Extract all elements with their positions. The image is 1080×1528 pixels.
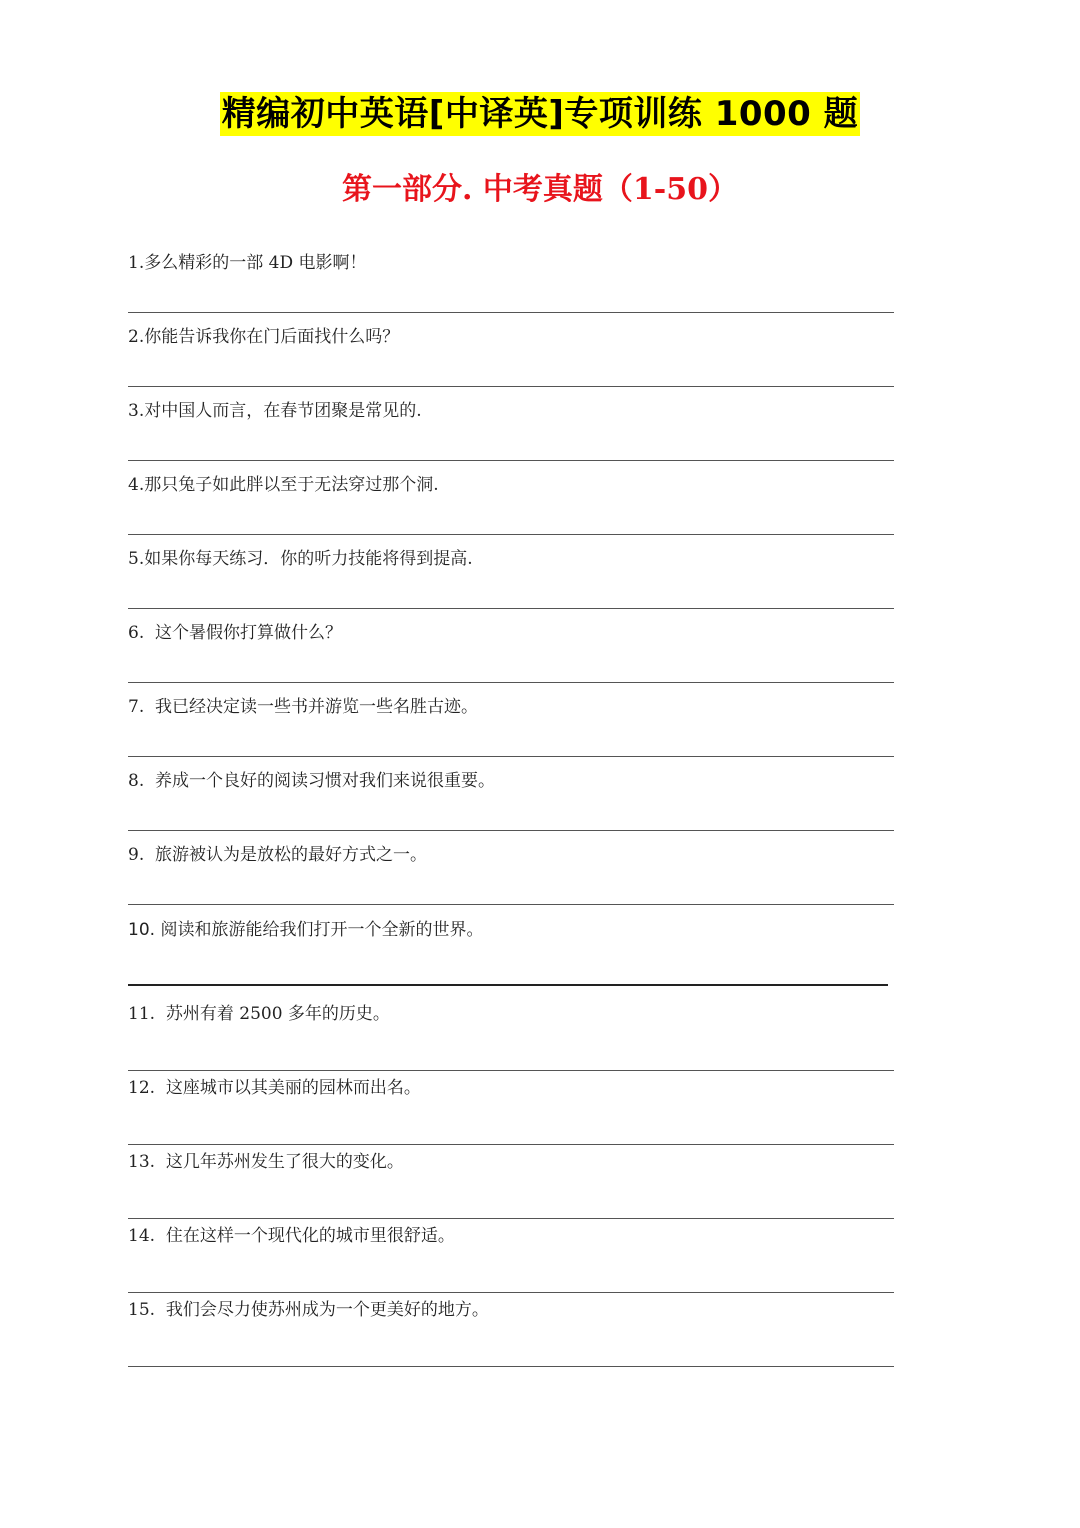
question-text bbox=[128, 843, 427, 867]
question-number: 15. bbox=[128, 1300, 156, 1320]
question-content: 这几年苏州发生了很大的变化。 bbox=[165, 1152, 404, 1172]
question-text bbox=[128, 325, 399, 349]
answer-line[interactable] bbox=[128, 1366, 894, 1367]
question-text bbox=[128, 621, 342, 645]
page-title-highlight: 精编初中英语[中译英]专项训练 1000 题 bbox=[221, 94, 859, 134]
question-number: 3. bbox=[128, 401, 145, 421]
question-text bbox=[128, 547, 473, 571]
question-text bbox=[128, 918, 483, 942]
answer-line[interactable] bbox=[128, 904, 894, 905]
answer-line[interactable] bbox=[128, 1292, 894, 1293]
question-content: 那只兔子如此胖以至于无法穿过那个洞. bbox=[144, 475, 439, 495]
answer-line[interactable] bbox=[128, 534, 894, 535]
question-number: 8. bbox=[128, 771, 145, 791]
answer-line[interactable] bbox=[128, 756, 894, 757]
question-number: 1. bbox=[128, 253, 145, 273]
question-number: 10. bbox=[128, 920, 156, 940]
question-item-12 bbox=[128, 1076, 894, 1150]
section-title: 第一部分. 中考真题（1-50） bbox=[342, 172, 738, 207]
question-text bbox=[128, 473, 439, 497]
question-item-14 bbox=[128, 1224, 894, 1298]
question-text bbox=[128, 695, 478, 719]
question-number: 7. bbox=[128, 697, 145, 717]
question-text bbox=[128, 1076, 421, 1100]
answer-line[interactable] bbox=[128, 682, 894, 683]
answer-line[interactable] bbox=[128, 1144, 894, 1145]
question-text bbox=[128, 1224, 455, 1248]
question-item-13 bbox=[128, 1150, 894, 1224]
question-item-3 bbox=[128, 399, 894, 473]
question-content: 你能告诉我你在门后面找什么吗？ bbox=[144, 327, 400, 347]
answer-line[interactable] bbox=[128, 1218, 894, 1219]
question-content: 我们会尽力使苏州成为一个更美好的地方。 bbox=[165, 1300, 489, 1320]
question-item-6 bbox=[128, 621, 894, 695]
question-text bbox=[128, 1298, 489, 1322]
question-content: 旅游被认为是放松的最好方式之一。 bbox=[155, 845, 428, 865]
question-text bbox=[128, 1150, 404, 1174]
answer-line[interactable] bbox=[128, 1070, 894, 1071]
answer-line[interactable] bbox=[128, 608, 894, 609]
question-number: 14. bbox=[128, 1226, 156, 1246]
answer-line[interactable] bbox=[128, 460, 894, 461]
question-item-4 bbox=[128, 473, 894, 547]
question-number: 6. bbox=[128, 623, 145, 643]
question-number: 11. bbox=[128, 1004, 156, 1024]
question-number: 5. bbox=[128, 549, 145, 569]
question-number: 13. bbox=[128, 1152, 156, 1172]
question-item-8 bbox=[128, 769, 894, 843]
question-content: 养成一个良好的阅读习惯对我们来说很重要。 bbox=[155, 771, 496, 791]
question-item-7 bbox=[128, 695, 894, 769]
question-item-9 bbox=[128, 843, 894, 917]
question-text bbox=[128, 251, 367, 275]
question-number: 9. bbox=[128, 845, 145, 865]
question-text bbox=[128, 769, 495, 793]
question-number: 4. bbox=[128, 475, 145, 495]
question-item-1 bbox=[128, 251, 894, 325]
question-item-2 bbox=[128, 325, 894, 399]
question-content: 这个暑假你打算做什么？ bbox=[155, 623, 343, 643]
question-text bbox=[128, 399, 422, 423]
question-item-10 bbox=[128, 918, 894, 992]
question-content: 多么精彩的一部 4D 电影啊！ bbox=[144, 253, 367, 273]
question-content: 我已经决定读一些书并游览一些名胜古迹。 bbox=[155, 697, 479, 717]
question-item-11 bbox=[128, 1002, 894, 1076]
question-content: 这座城市以其美丽的园林而出名。 bbox=[165, 1078, 421, 1098]
question-number: 12. bbox=[128, 1078, 156, 1098]
answer-line[interactable] bbox=[128, 984, 888, 986]
answer-line[interactable] bbox=[128, 386, 894, 387]
answer-line[interactable] bbox=[128, 830, 894, 831]
question-content: 如果你每天练习．你的听力技能将得到提高. bbox=[144, 549, 473, 569]
question-content: 住在这样一个现代化的城市里很舒适。 bbox=[165, 1226, 455, 1246]
question-content: 阅读和旅游能给我们打开一个全新的世界。 bbox=[160, 920, 484, 940]
question-content: 对中国人而言，在春节团聚是常见的. bbox=[144, 401, 422, 421]
question-text bbox=[128, 1002, 390, 1026]
question-content: 苏州有着 2500 多年的历史。 bbox=[165, 1004, 390, 1024]
question-item-15 bbox=[128, 1298, 894, 1372]
answer-line[interactable] bbox=[128, 312, 894, 313]
question-number: 2. bbox=[128, 327, 145, 347]
question-item-5 bbox=[128, 547, 894, 621]
page-title bbox=[0, 86, 1080, 135]
